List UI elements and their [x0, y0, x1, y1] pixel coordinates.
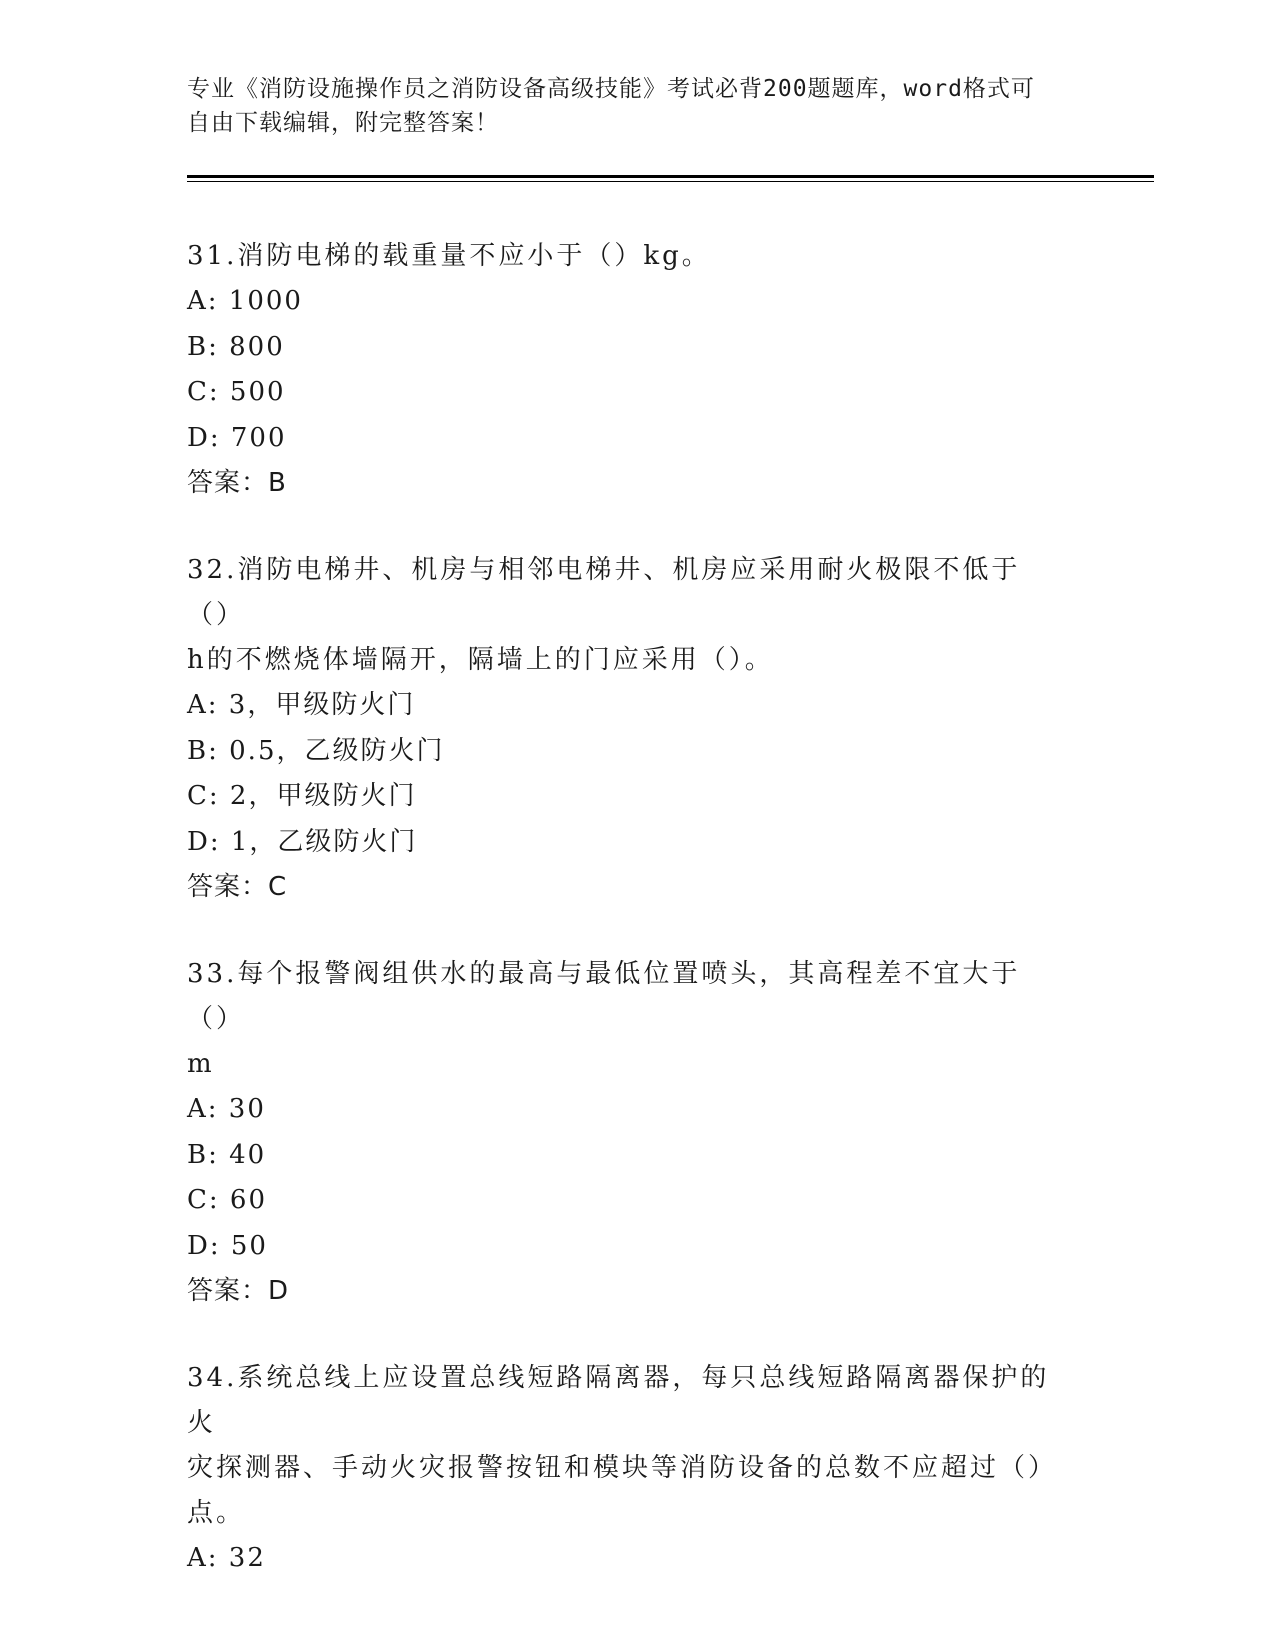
option-c: C: 500: [187, 377, 286, 407]
answer-line: 答案：C: [187, 872, 288, 902]
answer-line: 答案：D: [187, 1276, 290, 1306]
question-list: [187, 234, 1087, 1624]
option-d: D: 700: [187, 422, 287, 453]
question-stem: 31.消防电梯的载重量不应小于（）kg。: [187, 241, 711, 271]
option-b: B: 40: [187, 1139, 267, 1170]
option-c: C: 60: [187, 1185, 268, 1215]
option-a: A: 3，甲级防火门: [187, 690, 416, 720]
option-a: A: 1000: [187, 286, 303, 316]
question-34: [187, 1356, 1087, 1582]
option-a: A: 30: [187, 1094, 266, 1124]
question-stem: 33.每个报警阀组供水的最高与最低位置喷头，其高程差不宜大于（） m: [187, 959, 1021, 1079]
question-33: [187, 952, 1087, 1314]
question-31: [187, 234, 1087, 506]
answer-line: 答案：B: [187, 468, 287, 498]
question-stem: 34.系统总线上应设置总线短路隔离器，每只总线短路隔离器保护的火 灾探测器、手动火灾报警按钮和模块等消防设备的总数不应超过（） 点。: [187, 1363, 1058, 1528]
question-32: [187, 548, 1087, 910]
header-divider-thick: [187, 175, 1154, 178]
option-c: C: 2，甲级防火门: [187, 781, 417, 811]
option-b: B: 800: [187, 331, 285, 362]
question-stem: 32.消防电梯井、机房与相邻电梯井、机房应采用耐火极限不低于（） h的不燃烧体墙隔开，隔墙上的门应采用（）。: [187, 555, 1021, 675]
header-divider-thin: [187, 181, 1154, 182]
option-d: D: 1，乙级防火门: [187, 826, 418, 857]
option-a: A: 32: [187, 1543, 266, 1573]
option-d: D: 50: [187, 1230, 268, 1261]
document-header: 专业《消防设施操作员之消防设备高级技能》考试必背200题题库，word格式可 自由下载编辑，附完整答案！: [187, 76, 1035, 136]
option-b: B: 0.5，乙级防火门: [187, 735, 445, 766]
